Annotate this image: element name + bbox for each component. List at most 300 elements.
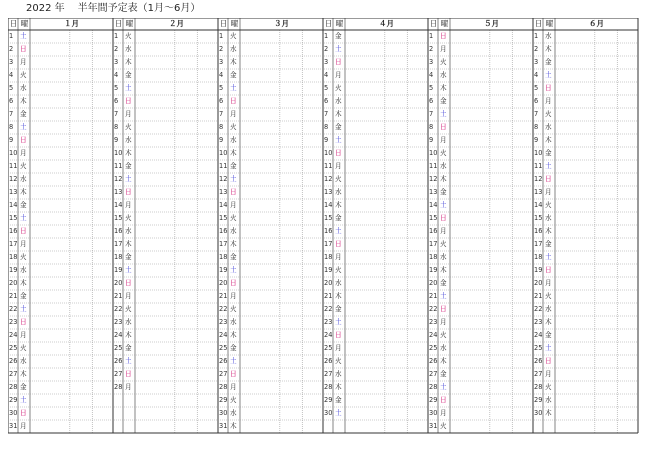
- weekday: 火: [20, 71, 27, 79]
- day-number: 23: [9, 318, 18, 326]
- day-number: 19: [219, 266, 228, 274]
- day-number: 14: [9, 201, 18, 209]
- weekday: 日: [545, 357, 552, 365]
- weekday: 月: [230, 201, 237, 209]
- day-number: 8: [114, 123, 119, 131]
- month-label: ４月: [379, 19, 394, 28]
- weekday: 火: [545, 292, 552, 300]
- day-number: 4: [324, 71, 329, 79]
- day-number: 22: [219, 305, 228, 313]
- weekday: 土: [335, 409, 342, 417]
- day-number: 23: [429, 318, 438, 326]
- weekday: 水: [545, 123, 552, 131]
- weekday: 火: [440, 149, 447, 157]
- weekday: 日: [545, 84, 552, 92]
- day-number: 27: [534, 370, 543, 378]
- weekday: 金: [125, 253, 132, 261]
- weekday: 土: [545, 71, 552, 79]
- weekday: 水: [545, 214, 552, 222]
- weekday: 金: [230, 71, 237, 79]
- day-number: 12: [324, 175, 333, 183]
- day-number: 30: [9, 409, 18, 417]
- day-number: 19: [114, 266, 123, 274]
- day-number: 9: [219, 136, 224, 144]
- day-number: 27: [114, 370, 123, 378]
- weekday: 木: [20, 188, 27, 196]
- weekday: 木: [20, 279, 27, 287]
- day-number: 10: [534, 149, 543, 157]
- weekday: 水: [440, 344, 447, 352]
- weekday: 金: [545, 149, 552, 157]
- weekday: 木: [125, 240, 132, 248]
- weekday: 金: [230, 344, 237, 352]
- day-number: 18: [429, 253, 438, 261]
- day-number: 6: [9, 97, 14, 105]
- day-number: 16: [114, 227, 123, 235]
- day-number: 19: [534, 266, 543, 274]
- day-number: 10: [324, 149, 333, 157]
- day-number: 17: [429, 240, 438, 248]
- day-number: 24: [9, 331, 18, 339]
- weekday: 月: [20, 240, 27, 248]
- weekday: 火: [125, 305, 132, 313]
- day-number: 9: [429, 136, 434, 144]
- weekday: 月: [125, 110, 132, 118]
- day-number: 24: [114, 331, 123, 339]
- weekday: 金: [335, 396, 342, 404]
- weekday: 木: [545, 136, 552, 144]
- weekday: 水: [230, 409, 237, 417]
- month-label: ５月: [484, 19, 499, 28]
- day-number: 30: [324, 409, 333, 417]
- weekday: 火: [440, 331, 447, 339]
- weekday: 月: [545, 97, 552, 105]
- day-number: 4: [114, 71, 119, 79]
- day-number: 20: [9, 279, 18, 287]
- weekday: 木: [335, 201, 342, 209]
- weekday: 水: [125, 136, 132, 144]
- day-number: 6: [114, 97, 119, 105]
- weekday: 火: [125, 123, 132, 131]
- day-number: 20: [219, 279, 228, 287]
- day-number: 10: [9, 149, 18, 157]
- day-number: 9: [324, 136, 329, 144]
- day-number: 22: [324, 305, 333, 313]
- day-number: 28: [219, 383, 228, 391]
- weekday: 火: [125, 214, 132, 222]
- weekday: 日: [230, 370, 237, 378]
- weekday: 木: [440, 266, 447, 274]
- day-number: 1: [219, 32, 224, 40]
- day-number: 7: [534, 110, 539, 118]
- weekday: 日: [20, 318, 27, 326]
- day-number: 12: [114, 175, 123, 183]
- weekday: 木: [545, 227, 552, 235]
- day-number: 28: [429, 383, 438, 391]
- day-number: 10: [114, 149, 123, 157]
- day-number: 21: [9, 292, 18, 300]
- weekday: 土: [440, 383, 447, 391]
- weekday: 日: [335, 149, 342, 157]
- day-number: 29: [534, 396, 543, 404]
- day-number: 14: [324, 201, 333, 209]
- day-number: 22: [429, 305, 438, 313]
- weekday: 水: [230, 227, 237, 235]
- weekday: 日: [125, 188, 132, 196]
- page-title: [26, 1, 200, 17]
- day-number: 12: [429, 175, 438, 183]
- weekday: 火: [230, 123, 237, 131]
- day-number: 30: [429, 409, 438, 417]
- weekday: 日: [125, 97, 132, 105]
- weekday: 火: [335, 266, 342, 274]
- weekday: 土: [125, 175, 132, 183]
- weekday: 木: [20, 370, 27, 378]
- day-number: 17: [114, 240, 123, 248]
- day-number: 2: [429, 45, 434, 53]
- day-number: 11: [534, 162, 543, 170]
- weekday: 金: [440, 370, 447, 378]
- weekday: 土: [440, 110, 447, 118]
- header-weekday-label: 曜: [335, 19, 344, 28]
- day-number: 4: [9, 71, 14, 79]
- weekday: 月: [230, 110, 237, 118]
- day-number: 22: [534, 305, 543, 313]
- day-number: 16: [9, 227, 18, 235]
- weekday: 火: [440, 422, 447, 430]
- header-day-label: 日: [114, 19, 123, 28]
- weekday: 火: [545, 110, 552, 118]
- day-number: 1: [534, 32, 539, 40]
- weekday: 金: [545, 240, 552, 248]
- day-number: 12: [534, 175, 543, 183]
- weekday: 水: [335, 370, 342, 378]
- day-number: 19: [429, 266, 438, 274]
- day-number: 25: [324, 344, 333, 352]
- day-number: 23: [114, 318, 123, 326]
- weekday: 月: [335, 253, 342, 261]
- weekday: 金: [335, 214, 342, 222]
- day-number: 1: [429, 32, 434, 40]
- day-number: 16: [429, 227, 438, 235]
- day-number: 14: [534, 201, 543, 209]
- day-number: 28: [114, 383, 123, 391]
- weekday: 火: [230, 214, 237, 222]
- weekday: 土: [335, 227, 342, 235]
- day-number: 31: [9, 422, 18, 430]
- weekday: 木: [230, 149, 237, 157]
- day-number: 8: [9, 123, 14, 131]
- day-number: 19: [324, 266, 333, 274]
- day-number: 17: [534, 240, 543, 248]
- day-number: 2: [534, 45, 539, 53]
- day-number: 23: [324, 318, 333, 326]
- weekday: 土: [20, 396, 27, 404]
- header-weekday-label: 曜: [440, 19, 449, 28]
- weekday: 金: [335, 123, 342, 131]
- day-number: 1: [9, 32, 14, 40]
- title-label: 半年間予定表（1月～6月）: [77, 3, 201, 14]
- weekday: 木: [230, 331, 237, 339]
- day-number: 15: [114, 214, 123, 222]
- day-number: 5: [324, 84, 329, 92]
- weekday: 土: [230, 266, 237, 274]
- weekday: 火: [335, 175, 342, 183]
- weekday: 水: [545, 32, 552, 40]
- weekday: 月: [125, 201, 132, 209]
- weekday: 日: [125, 279, 132, 287]
- weekday: 日: [335, 58, 342, 66]
- day-number: 3: [534, 58, 539, 66]
- weekday: 日: [20, 227, 27, 235]
- weekday: 月: [545, 188, 552, 196]
- day-number: 15: [219, 214, 228, 222]
- weekday: 水: [440, 162, 447, 170]
- weekday: 火: [545, 383, 552, 391]
- weekday: 月: [440, 409, 447, 417]
- day-number: 5: [9, 84, 14, 92]
- day-number: 7: [429, 110, 434, 118]
- weekday: 月: [20, 149, 27, 157]
- weekday: 金: [335, 305, 342, 313]
- month-label: １月: [64, 19, 79, 28]
- day-number: 24: [219, 331, 228, 339]
- day-number: 26: [219, 357, 228, 365]
- day-number: 5: [219, 84, 224, 92]
- weekday: 水: [125, 318, 132, 326]
- weekday: 土: [230, 357, 237, 365]
- day-number: 26: [9, 357, 18, 365]
- weekday: 火: [20, 344, 27, 352]
- weekday: 金: [20, 292, 27, 300]
- day-number: 25: [114, 344, 123, 352]
- weekday: 火: [440, 240, 447, 248]
- day-number: 9: [114, 136, 119, 144]
- weekday: 水: [20, 357, 27, 365]
- day-number: 28: [324, 383, 333, 391]
- weekday: 火: [545, 201, 552, 209]
- day-number: 20: [114, 279, 123, 287]
- weekday: 木: [125, 149, 132, 157]
- day-number: 27: [429, 370, 438, 378]
- day-number: 23: [534, 318, 543, 326]
- day-number: 25: [219, 344, 228, 352]
- day-number: 3: [114, 58, 119, 66]
- day-number: 26: [324, 357, 333, 365]
- weekday: 木: [230, 422, 237, 430]
- weekday: 月: [230, 383, 237, 391]
- day-number: 8: [429, 123, 434, 131]
- day-number: 5: [114, 84, 119, 92]
- header-day-label: 日: [429, 19, 438, 28]
- weekday: 月: [230, 292, 237, 300]
- day-number: 17: [324, 240, 333, 248]
- weekday: 金: [545, 331, 552, 339]
- month-label: ２月: [169, 19, 184, 28]
- weekday: 土: [440, 201, 447, 209]
- weekday: 金: [230, 162, 237, 170]
- day-number: 6: [534, 97, 539, 105]
- day-number: 4: [219, 71, 224, 79]
- header-day-label: 日: [324, 19, 333, 28]
- weekday: 日: [440, 396, 447, 404]
- day-number: 20: [324, 279, 333, 287]
- day-number: 9: [9, 136, 14, 144]
- day-number: 18: [324, 253, 333, 261]
- day-number: 2: [9, 45, 14, 53]
- weekday: 月: [335, 162, 342, 170]
- weekday: 金: [20, 383, 27, 391]
- weekday: 火: [335, 357, 342, 365]
- weekday: 水: [545, 305, 552, 313]
- weekday: 火: [335, 84, 342, 92]
- day-number: 13: [9, 188, 18, 196]
- day-number: 21: [324, 292, 333, 300]
- weekday: 日: [20, 45, 27, 53]
- weekday: 月: [440, 227, 447, 235]
- weekday: 金: [230, 253, 237, 261]
- weekday: 水: [335, 188, 342, 196]
- day-number: 27: [219, 370, 228, 378]
- day-number: 2: [324, 45, 329, 53]
- day-number: 25: [9, 344, 18, 352]
- day-number: 4: [429, 71, 434, 79]
- day-number: 8: [534, 123, 539, 131]
- day-number: 21: [114, 292, 123, 300]
- day-number: 14: [429, 201, 438, 209]
- weekday: 月: [335, 71, 342, 79]
- day-number: 26: [114, 357, 123, 365]
- header-day-label: 日: [534, 19, 543, 28]
- weekday: 月: [545, 370, 552, 378]
- weekday: 日: [545, 175, 552, 183]
- day-number: 17: [9, 240, 18, 248]
- weekday: 月: [125, 383, 132, 391]
- day-number: 16: [219, 227, 228, 235]
- weekday: 水: [125, 227, 132, 235]
- weekday: 土: [440, 292, 447, 300]
- day-number: 18: [219, 253, 228, 261]
- day-number: 28: [9, 383, 18, 391]
- weekday: 土: [20, 305, 27, 313]
- weekday: 木: [545, 45, 552, 53]
- day-number: 12: [9, 175, 18, 183]
- weekday: 水: [440, 253, 447, 261]
- day-number: 6: [219, 97, 224, 105]
- day-number: 7: [114, 110, 119, 118]
- weekday: 火: [230, 32, 237, 40]
- day-number: 1: [324, 32, 329, 40]
- weekday: 日: [440, 305, 447, 313]
- day-number: 27: [324, 370, 333, 378]
- weekday: 水: [335, 279, 342, 287]
- title-year-unit: 年: [54, 3, 65, 14]
- day-number: 25: [429, 344, 438, 352]
- month-label: ６月: [589, 19, 604, 28]
- weekday: 月: [125, 292, 132, 300]
- day-number: 7: [9, 110, 14, 118]
- weekday: 月: [20, 422, 27, 430]
- day-number: 11: [429, 162, 438, 170]
- weekday: 月: [545, 279, 552, 287]
- day-number: 17: [219, 240, 228, 248]
- weekday: 木: [335, 110, 342, 118]
- day-number: 23: [219, 318, 228, 326]
- day-number: 25: [534, 344, 543, 352]
- day-number: 26: [429, 357, 438, 365]
- weekday: 火: [230, 396, 237, 404]
- day-number: 13: [219, 188, 228, 196]
- weekday: 土: [125, 84, 132, 92]
- weekday: 金: [20, 110, 27, 118]
- day-number: 15: [324, 214, 333, 222]
- day-number: 24: [324, 331, 333, 339]
- weekday: 水: [125, 45, 132, 53]
- header-day-label: 日: [219, 19, 228, 28]
- weekday: 土: [545, 344, 552, 352]
- weekday: 金: [125, 344, 132, 352]
- weekday: 水: [335, 97, 342, 105]
- weekday: 火: [125, 32, 132, 40]
- day-number: 7: [324, 110, 329, 118]
- day-number: 7: [219, 110, 224, 118]
- weekday: 木: [335, 292, 342, 300]
- day-number: 29: [219, 396, 228, 404]
- day-number: 13: [534, 188, 543, 196]
- day-number: 12: [219, 175, 228, 183]
- weekday: 日: [125, 370, 132, 378]
- weekday: 日: [440, 214, 447, 222]
- weekday: 土: [545, 162, 552, 170]
- weekday: 土: [335, 45, 342, 53]
- weekday: 日: [335, 240, 342, 248]
- weekday: 日: [20, 136, 27, 144]
- day-number: 8: [324, 123, 329, 131]
- day-number: 21: [219, 292, 228, 300]
- day-number: 15: [534, 214, 543, 222]
- weekday: 月: [440, 136, 447, 144]
- weekday: 月: [335, 344, 342, 352]
- weekday: 火: [20, 162, 27, 170]
- day-number: 4: [534, 71, 539, 79]
- day-number: 20: [534, 279, 543, 287]
- weekday: 水: [20, 84, 27, 92]
- weekday: 水: [230, 318, 237, 326]
- day-number: 3: [9, 58, 14, 66]
- day-number: 30: [219, 409, 228, 417]
- weekday: 火: [20, 253, 27, 261]
- day-number: 11: [114, 162, 123, 170]
- header-weekday-label: 曜: [545, 19, 554, 28]
- day-number: 22: [9, 305, 18, 313]
- weekday: 月: [20, 331, 27, 339]
- weekday: 月: [440, 318, 447, 326]
- day-number: 29: [429, 396, 438, 404]
- weekday: 土: [20, 214, 27, 222]
- weekday: 木: [230, 58, 237, 66]
- day-number: 15: [429, 214, 438, 222]
- weekday: 土: [20, 123, 27, 131]
- weekday: 火: [230, 305, 237, 313]
- weekday: 金: [125, 162, 132, 170]
- header-weekday-label: 曜: [20, 19, 29, 28]
- weekday: 木: [440, 84, 447, 92]
- weekday: 金: [335, 32, 342, 40]
- weekday: 日: [230, 188, 237, 196]
- day-number: 11: [324, 162, 333, 170]
- weekday: 日: [440, 32, 447, 40]
- day-number: 26: [534, 357, 543, 365]
